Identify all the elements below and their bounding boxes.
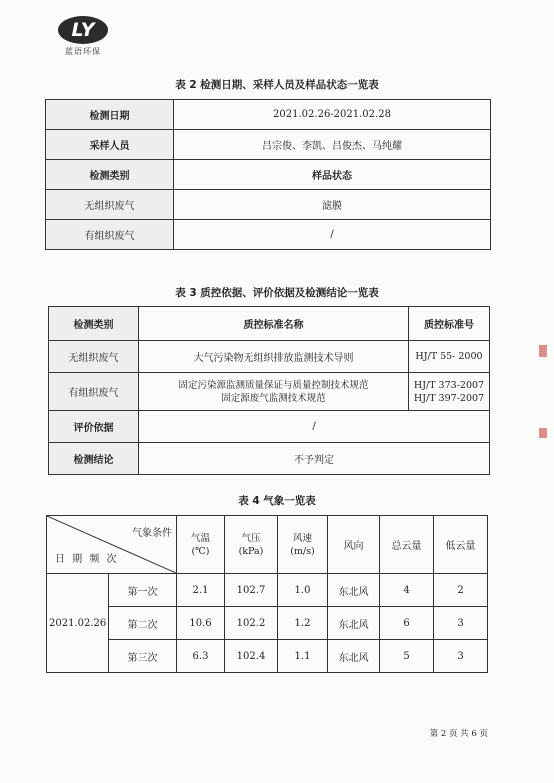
status-cell: 滤膜 [174, 190, 491, 220]
category-cell: 有组织废气 [49, 373, 139, 411]
low-cloud-cell: 2 [434, 574, 488, 607]
sampler-value: 吕宗俊、李凯、吕俊杰、马纯耀 [174, 130, 491, 160]
category-cell: 有组织废气 [46, 220, 174, 250]
table-row [47, 574, 488, 607]
direction-header: 风向 [328, 516, 380, 574]
table-row [49, 443, 490, 475]
conclusion-value: 不予判定 [139, 443, 490, 475]
date-label: 检测日期 [46, 100, 174, 130]
table-row [46, 220, 491, 250]
wind-cell: 1.0 [278, 574, 328, 607]
temp-header [177, 516, 225, 574]
standard-no-cell: HJ/T 55- 2000 [409, 341, 490, 373]
sampler-label: 采样人员 [46, 130, 174, 160]
table-row [47, 516, 488, 574]
total-cloud-cell: 4 [380, 574, 434, 607]
standard-name-line: 固定源废气监测技术规范 [221, 392, 326, 404]
logo-mark: LY [71, 19, 95, 41]
wind-cell: 1.2 [278, 607, 328, 640]
temp-header-unit: (℃) [191, 545, 210, 557]
status-header: 样品状态 [174, 160, 491, 190]
table-row [47, 607, 488, 640]
seal-fragment [539, 428, 547, 438]
table2-sampling-info [45, 99, 491, 250]
direction-cell: 东北风 [328, 607, 380, 640]
standard-no-line: HJ/T 397-2007 [413, 392, 485, 404]
total-cloud-cell: 6 [380, 607, 434, 640]
low-cloud-cell: 3 [434, 607, 488, 640]
date-cell: 2021.02.26 [47, 574, 109, 673]
table3-caption: 表 3 质控依据、评价依据及检测结论一览表 [175, 287, 379, 299]
pressure-header-line: 气压 [241, 532, 261, 544]
total-cloud-header: 总云量 [380, 516, 434, 574]
freq-cell: 第一次 [109, 574, 177, 607]
wind-header-line: 风速 [292, 532, 312, 544]
table-row [46, 190, 491, 220]
page-number: 第 2 页 共 6 页 [429, 729, 488, 739]
wind-header-unit: (m/s) [290, 545, 315, 557]
standard-name-header: 质控标准名称 [139, 307, 409, 341]
corner-top-label: 气象条件 [132, 528, 172, 539]
table-row [49, 411, 490, 443]
temp-cell: 2.1 [177, 574, 225, 607]
freq-cell: 第三次 [109, 640, 177, 673]
direction-cell: 东北风 [328, 640, 380, 673]
standard-no-line: HJ/T 373-2007 [413, 379, 485, 391]
standard-name-cell: 大气污染物无组织排放监测技术导则 [139, 341, 409, 373]
freq-cell: 第二次 [109, 607, 177, 640]
pressure-header [225, 516, 278, 574]
table-row [46, 160, 491, 190]
pressure-cell: 102.7 [225, 574, 278, 607]
standard-no-header: 质控标准号 [409, 307, 490, 341]
conclusion-label: 检测结论 [49, 443, 139, 475]
pressure-header-unit: (kPa) [238, 545, 264, 557]
seal-fragment [539, 345, 547, 357]
pressure-cell: 102.4 [225, 640, 278, 673]
temp-header-line: 气温 [190, 532, 210, 544]
category-cell: 无组织废气 [46, 190, 174, 220]
temp-cell: 10.6 [177, 607, 225, 640]
company-logo [52, 16, 114, 62]
table-row [46, 100, 491, 130]
temp-cell: 6.3 [177, 640, 225, 673]
table3-quality-control [48, 306, 490, 475]
wind-cell: 1.1 [278, 640, 328, 673]
wind-header [278, 516, 328, 574]
status-cell: / [174, 220, 491, 250]
table-row [49, 341, 490, 373]
direction-cell: 东北风 [328, 574, 380, 607]
standard-name-cell [139, 373, 409, 411]
table4-weather [46, 515, 488, 673]
logo-text: 蓝语环保 [65, 47, 101, 56]
pressure-cell: 102.2 [225, 607, 278, 640]
category-cell: 无组织废气 [49, 341, 139, 373]
table4-caption: 表 4 气象一览表 [238, 495, 316, 507]
table-row [47, 640, 488, 673]
standard-name-line: 固定污染源监测质量保证与质量控制技术规范 [178, 379, 369, 391]
corner-bottom-label: 日 期 频 次 [55, 554, 119, 565]
category-header: 检测类别 [49, 307, 139, 341]
date-value: 2021.02.26-2021.02.28 [174, 100, 491, 130]
table2-caption: 表 2 检测日期、采样人员及样品状态一览表 [175, 79, 379, 91]
standard-no-cell [409, 373, 490, 411]
table-row [49, 307, 490, 341]
low-cloud-cell: 3 [434, 640, 488, 673]
eval-label: 评价依据 [49, 411, 139, 443]
eval-value: / [139, 411, 490, 443]
corner-header [47, 516, 177, 574]
low-cloud-header: 低云量 [434, 516, 488, 574]
category-header: 检测类别 [46, 160, 174, 190]
table-row [49, 373, 490, 411]
table-row [46, 130, 491, 160]
total-cloud-cell: 5 [380, 640, 434, 673]
